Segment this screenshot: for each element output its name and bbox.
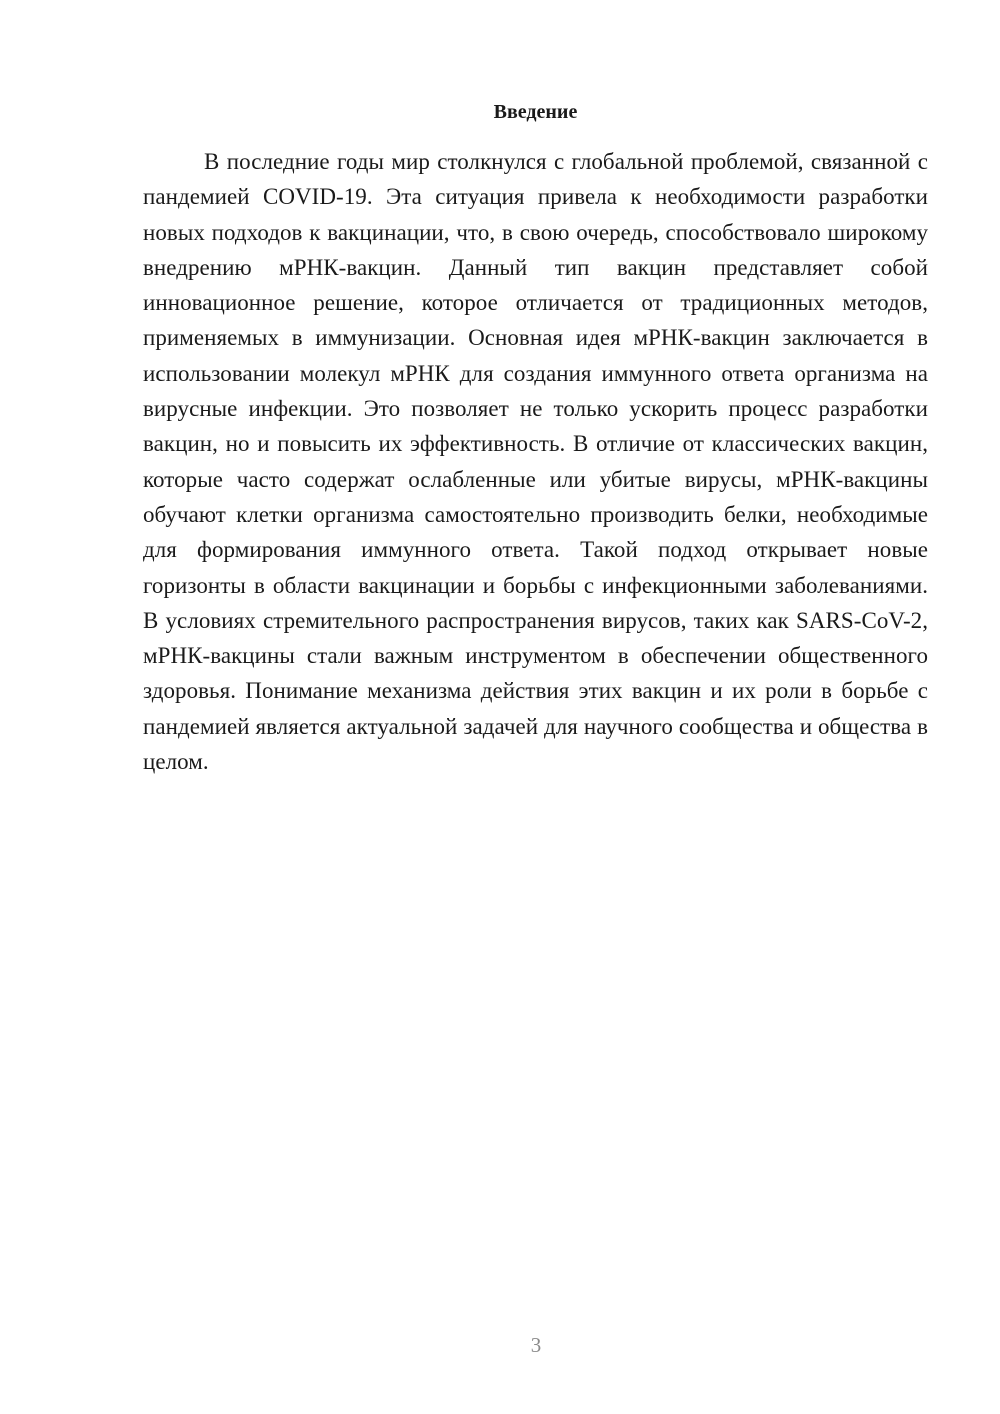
page-number: 3 (530, 1333, 542, 1357)
section-heading: Введение (493, 101, 578, 123)
intro-paragraph: В последние годы мир столкнулся с глобальной проблемой, связанной с пандемией COVID-19. Эта ситуация привела к необходимости разработки новых подходов к вакцинации, что, в свою очередь, способствовало широкому внедрению мРНК-вакцин. Данный тип вакцин представляет собой инновационное решение, которое отличается от традиционных методов, применяемых в иммунизации. Основная идея мРНК-вакцин заключается в использовании молекул мРНК для создания иммунного ответа организма на вирусные инфекции. Это позволяет не только ускорить процесс разработки вакцин, но и повысить их эффективность. В отличие от классических вакцин, которые часто содержат ослабленные или убитые вирусы, мРНК-вакцины обучают клетки организма самостоятельно производить белки, необходимые для формирования иммунного ответа. Такой подход открывает новые горизонты в области вакцинации и борьбы с инфекционными заболеваниями. В условиях стремительного распространения вирусов, таких как SARS-CoV-2, мРНК-вакцины стали важным инструментом в обеспечении общественного здоровья. Понимание механизма действия этих вакцин и их роли в борьбе с пандемией является актуальной задачей для научного сообщества и общества в целом. (143, 149, 928, 775)
